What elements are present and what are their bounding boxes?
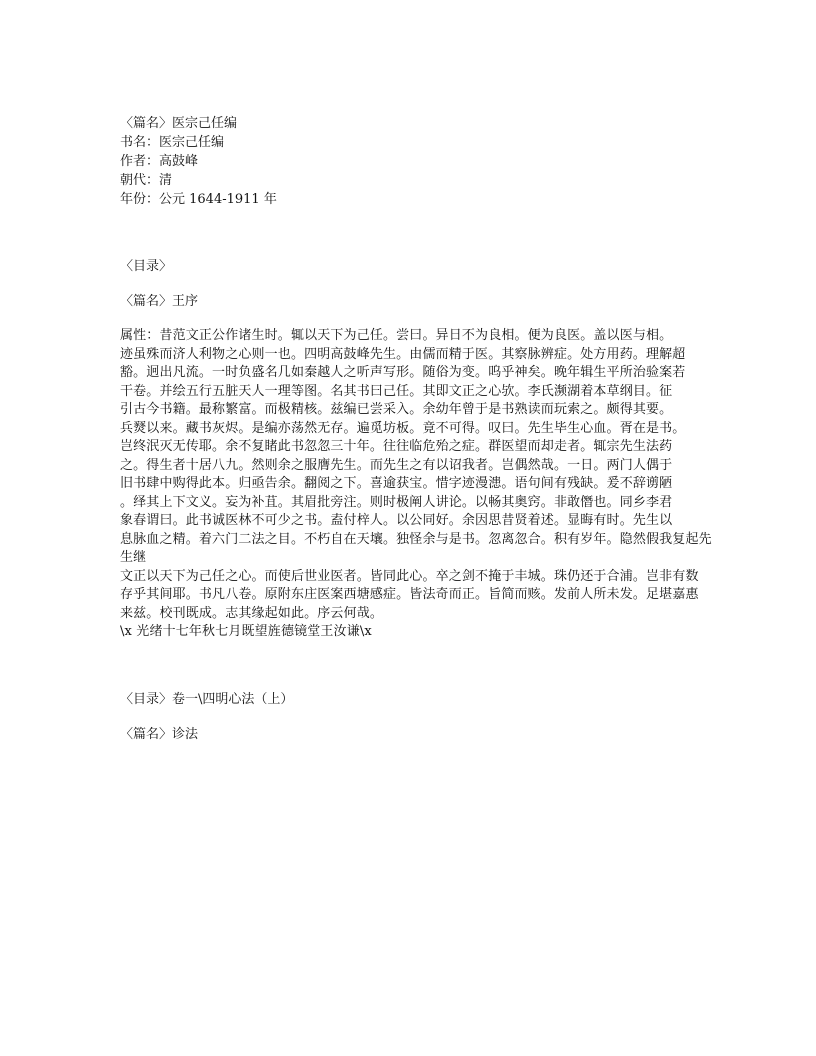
preface-line: 来兹。校刊既成。志其缘起如此。序云何哉。 <box>120 605 384 621</box>
document-title-line: 〈篇名〉医宗己任编 <box>120 116 238 131</box>
preface-signature: \x 光绪十七年秋七月既望旌德镜堂王汝谦\x <box>120 624 372 639</box>
preface-line: 引古今书籍。最称繁富。而极精核。兹编已尝采入。余幼年曾于是书熟读而玩索之。颇得其要。 <box>120 402 673 417</box>
preface-line: 旧书肆中购得此本。归亟告余。翻阅之下。喜逾获宝。惜字迹漫漶。语句间有残缺。爰不辞谫陋 <box>120 476 673 491</box>
preface-line: 干卷。并绘五行五脏天人一理等图。名其书曰己任。其即文正之心欤。李氏濒湖着本草纲目。征 <box>120 383 673 399</box>
preface-line: 豁。迥出凡流。一时负盛名几如秦越人之听声写形。随俗为变。呜乎神矣。晚年辑生平所治验案若 <box>120 365 686 380</box>
preface-line: 。绎其上下文义。妄为补苴。其眉批旁注。则时极阐人讲论。以畅其奥窍。非敢僭也。同乡李君 <box>120 494 673 510</box>
preface-line: 迹虽殊而济人利物之心则一也。四明高鼓峰先生。由儒而精于医。其察脉辨症。处方用药。理解超 <box>120 346 686 362</box>
dynasty-line: 朝代：清 <box>120 173 173 188</box>
preface-line: 属性：昔范文正公作诸生时。辄以天下为己任。尝曰。异日不为良相。便为良医。盖以医与相。 <box>120 328 673 343</box>
preface-line: 息脉血之精。着六门二法之目。不朽自在天壤。独怪余与是书。忽离忽合。积有岁年。隐然假我复起先生继 <box>120 531 712 565</box>
toc-heading-2: 〈目录〉卷一\四明心法（上） <box>120 691 294 707</box>
preface-line: 岂终泯灭无传耶。余不复睹此书忽忽三十年。往往临危殆之症。群医望而却走者。辄宗先生法药 <box>120 439 673 454</box>
preface-line: 之。得生者十居八九。然则余之服膺先生。而先生之有以诏我者。岂偶然哉。一日。两门人偶于 <box>120 457 673 473</box>
document-metadata <box>120 114 720 209</box>
preface-text <box>120 327 720 642</box>
author-line: 作者：高鼓峰 <box>120 154 199 169</box>
year-line: 年份：公元 1644-1911 年 <box>120 192 277 207</box>
book-name-line: 书名：医宗己任编 <box>120 135 225 150</box>
toc-heading-1: 〈目录〉 <box>120 259 173 274</box>
document-page <box>120 114 720 744</box>
preface-line: 象春谓曰。此书诚医林不可少之书。盍付梓人。以公同好。余因思昔贤着述。显晦有时。先生以 <box>120 513 673 528</box>
preface-line: 文正以天下为己任之心。而使后世业医者。皆同此心。卒之剑不掩于丰城。珠仍还于合浦。岂非有数 <box>120 568 699 584</box>
preface-line: 兵燹以来。藏书灰烬。是编亦荡然无存。遍觅坊板。竟不可得。叹曰。先生毕生心血。胥在是书。 <box>120 420 686 436</box>
preface-line: 存乎其间耶。书凡八卷。原附东庄医案西塘感症。皆法奇而正。旨简而赅。发前人所未发。足堪嘉惠 <box>120 587 699 602</box>
chapter-heading-preface: 〈篇名〉王序 <box>120 294 199 309</box>
chapter-heading-diagnosis: 〈篇名〉诊法 <box>120 726 199 742</box>
